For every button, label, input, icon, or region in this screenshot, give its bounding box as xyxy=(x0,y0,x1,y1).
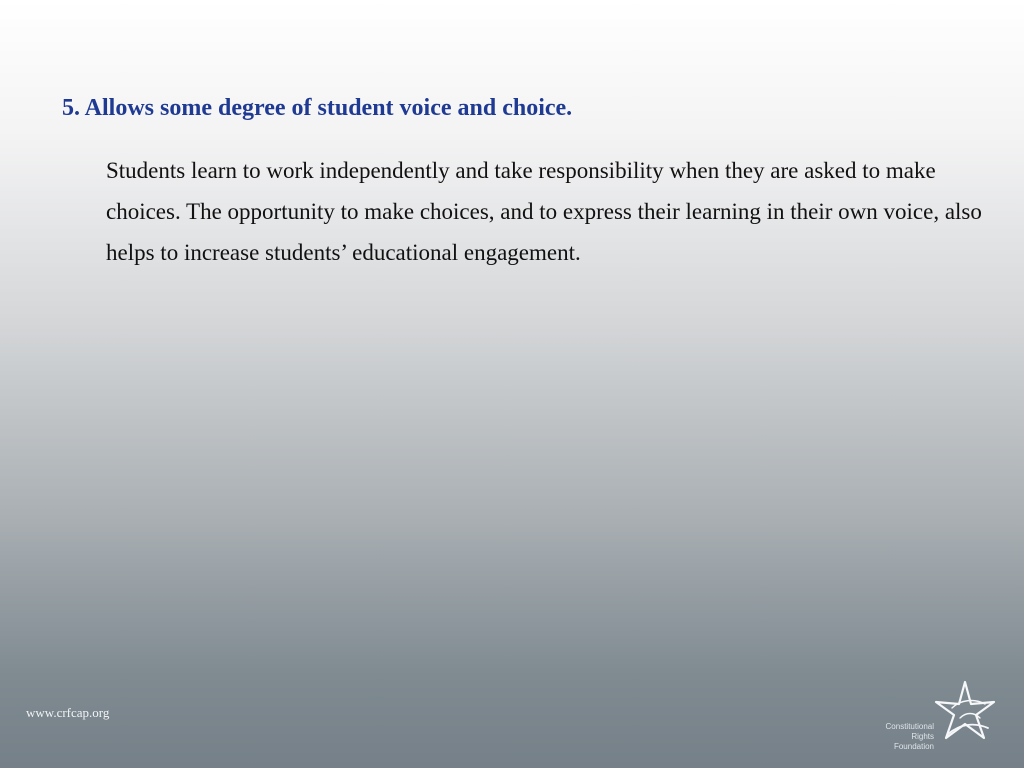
organization-logo xyxy=(866,678,1002,758)
footer-url: www.crfcap.org xyxy=(26,705,110,720)
slide-heading: 5. Allows some degree of student voice and choice. xyxy=(62,95,573,121)
logo-text-line-1: Constitutional xyxy=(885,722,934,731)
slide-body-text: Students learn to work independently and take responsibility when they are asked to make choices. The opportunity to make choices, and to express their learning in their own voice, also helps to increase students’ educational engagement. xyxy=(106,158,982,265)
star-swirl-logo-icon xyxy=(930,678,1000,748)
logo-text-line-3: Foundation xyxy=(893,742,934,751)
logo-text xyxy=(886,722,934,752)
logo-text-line-2: Rights xyxy=(911,732,934,741)
